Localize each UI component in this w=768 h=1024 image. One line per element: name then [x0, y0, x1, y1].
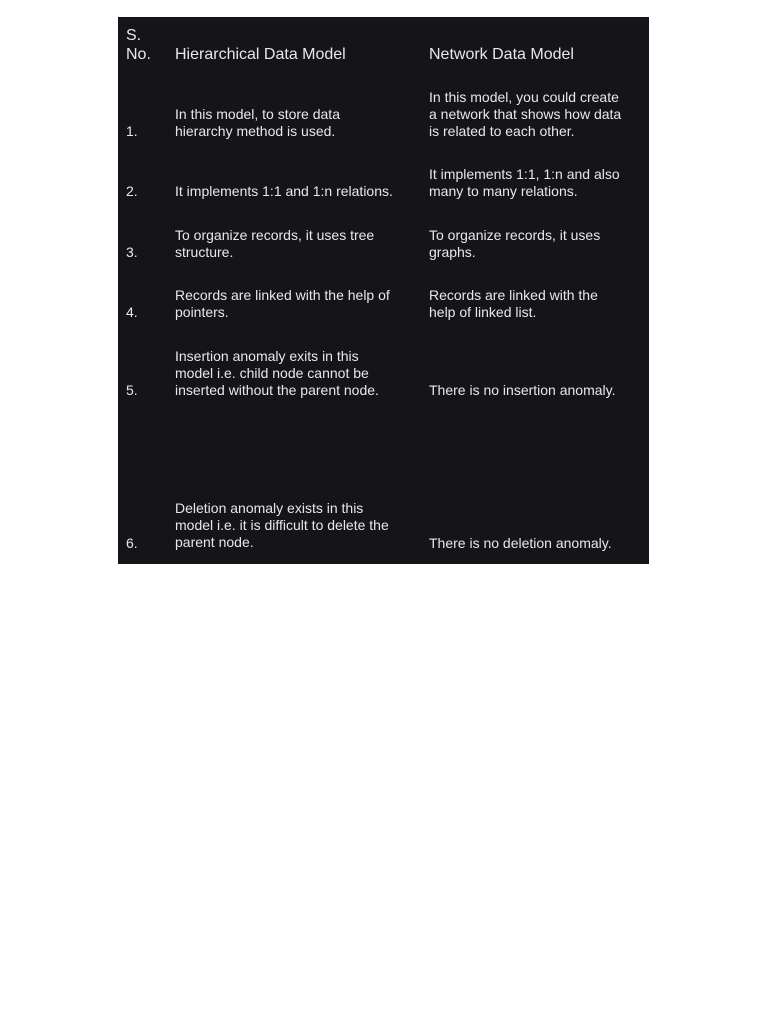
- row-2-network: It implements 1:1, 1:n and also many to many relations.: [429, 166, 620, 199]
- row-1-number: 1.: [126, 123, 138, 139]
- row-1-network: In this model, you could create a network that shows how data is related to each other.: [429, 89, 622, 139]
- row-5-number: 5.: [126, 382, 138, 398]
- row-3-hierarchical: To organize records, it uses tree structure.: [175, 227, 375, 260]
- row-4-number: 4.: [126, 304, 138, 320]
- row-5-network: There is no insertion anomaly.: [429, 382, 616, 398]
- comparison-table: [118, 17, 649, 564]
- row-2-hierarchical: It implements 1:1 and 1:n relations.: [175, 183, 393, 199]
- row-6-number: 6.: [126, 535, 138, 551]
- header-network: Network Data Model: [429, 46, 574, 63]
- header-sno: S. No.: [126, 27, 151, 63]
- row-6-hierarchical: Deletion anomaly exists in this model i.e. it is difficult to delete the parent node.: [175, 500, 389, 550]
- row-3-number: 3.: [126, 244, 138, 260]
- row-1-hierarchical: In this model, to store data hierarchy method is used.: [175, 106, 340, 139]
- row-4-network: Records are linked with the help of linked list.: [429, 287, 598, 320]
- row-6-network: There is no deletion anomaly.: [429, 535, 612, 551]
- row-3-network: To organize records, it uses graphs.: [429, 227, 601, 260]
- row-4-hierarchical: Records are linked with the help of pointers.: [175, 287, 390, 320]
- row-2-number: 2.: [126, 183, 138, 199]
- header-hierarchical: Hierarchical Data Model: [175, 46, 346, 63]
- row-5-hierarchical: Insertion anomaly exits in this model i.e. child node cannot be inserted without the parent node.: [175, 348, 379, 398]
